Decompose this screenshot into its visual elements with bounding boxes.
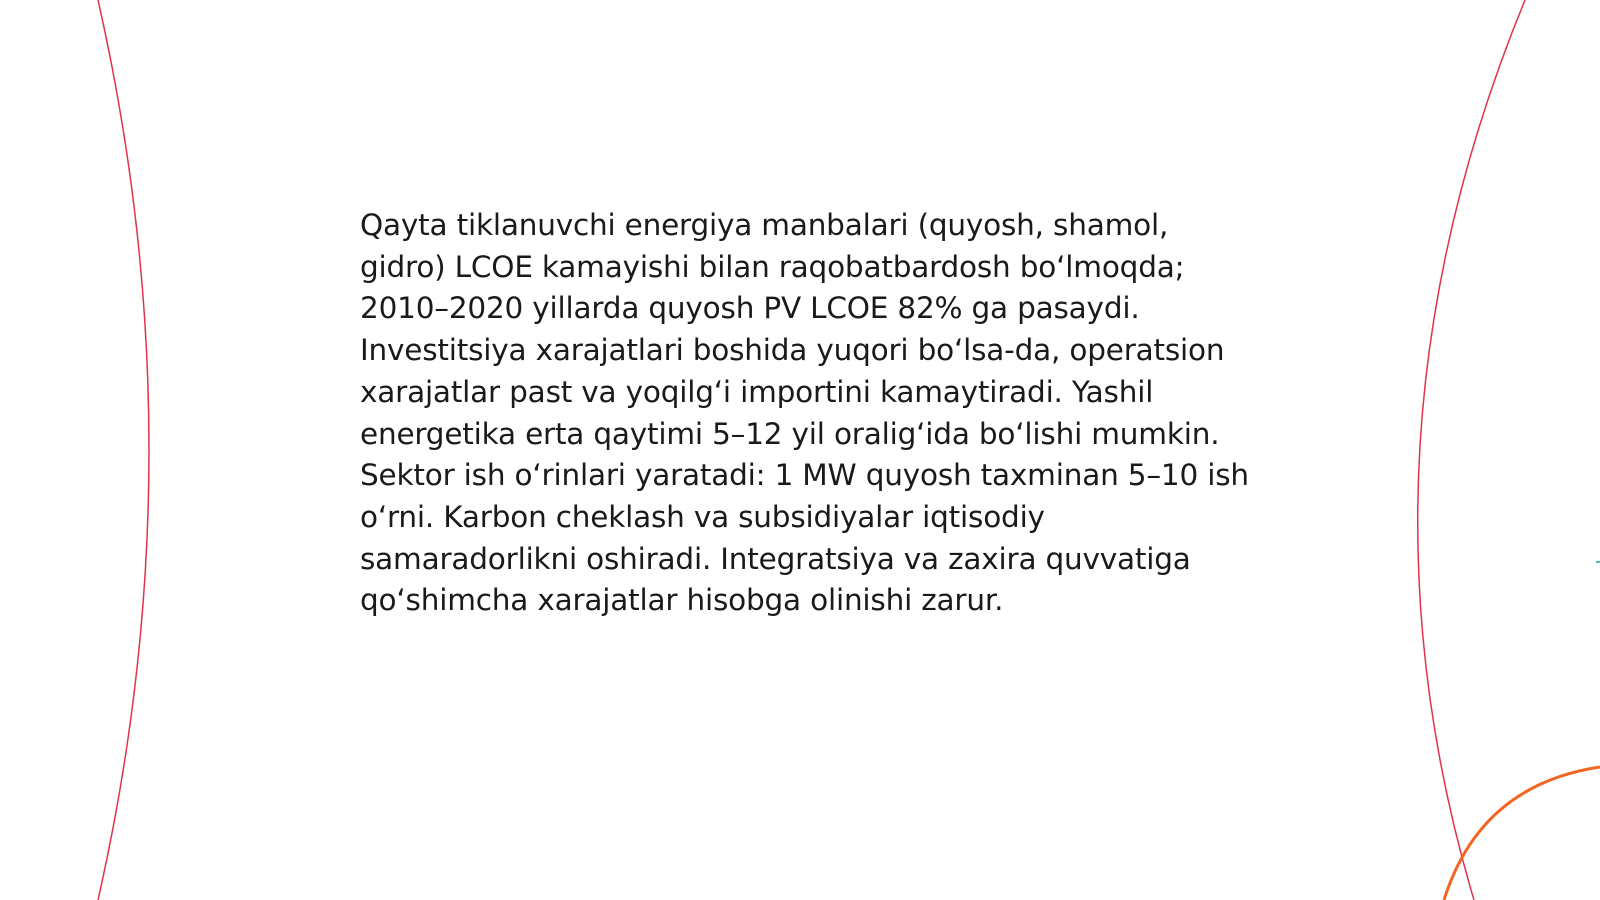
right-arc: [1418, 0, 1525, 900]
body-text: Qayta tiklanuvchi energiya manbalari (quyosh, shamol, gidro) LCOE kamayishi bilan raqobatbardosh boʻlmoqda; 2010–2020 yillarda quyosh PV LCOE 82% ga pasaydi. Investitsiya xarajatlari boshida yuqori boʻlsa-da, operatsion xarajatlar past va yoqilgʻi importini kamaytiradi. Yashil energetika erta qaytimi 5–12 yil oraligʻida boʻlishi mumkin. Sektor ish oʻrinlari yaratadi: 1 MW quyosh taxminan 5–10 ish oʻrni. Karbon cheklash va subsidiyalar iqtisodiy samaradorlikni oshiradi. Integratsiya va zaxira quvvatiga qoʻshimcha xarajatlar hisobga olinishi zarur.: [360, 208, 1249, 618]
corner-arc: [1444, 767, 1600, 900]
left-arc: [98, 0, 149, 900]
